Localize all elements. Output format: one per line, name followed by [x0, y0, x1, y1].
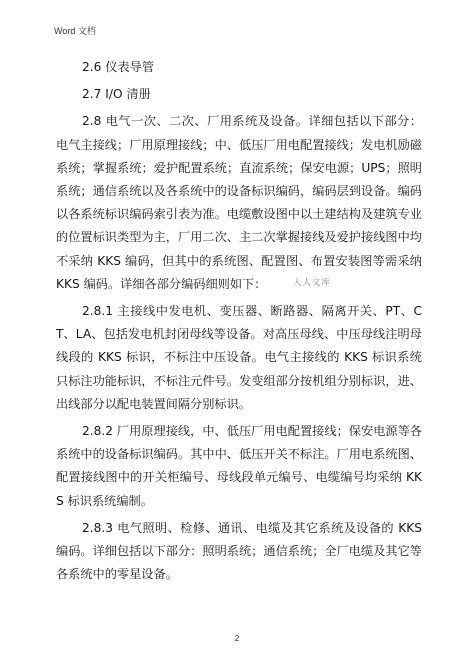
section-2-8-1-paragraph: 2.8.1 主接线中发电机、变压器、断路器、隔离开关、PT、CT、LA、包括发电机封闭母线等设备。对高压母线、中压母线注明母线段的 KKS 标识，不标注中压设备。电气主接线的 KKS 标识系统只标注功能标识，不标注元件号。发变组部分按机组分别标识，进、出线部分以配电装置间隔分别标识。 [56, 304, 422, 411]
section-2-7-heading: 2.7 I/O 清册 [82, 87, 151, 102]
section-2-8-2-paragraph: 2.8.2 厂用原理接线，中、低压厂用电配置接线；保安电源等各系统中的设备标识编码。其中中、低压开关不标注。厂用电系统图、配置接线图中的开关柜编号、母线段单元编号、电缆编号均采纳 KKS 标识系统编制。 [56, 424, 422, 508]
section-2-8-paragraph: 2.8 电气一次、二次、厂用系统及设备。详细包括以下部分：电气主接线；厂用原理接线；中、低压厂用电配置接线；发电机励磁系统；掌握系统；爱护配置系统；直流系统；保安电源；UPS；照明系统；通信系统以及各系统中的设备标识编码，编码层到设备。编码以各系统标识编码索引表为准。电缆敷设图中以土建结构及建筑专业的位置标识类型为主，厂用二次、主二次掌握接线及爱护接线图中均不采纳 KKS 编码，但其中的系统图、配置图、布置安装图等需采纳 KKS 编码。详细各部分编码细则如下： [56, 114, 422, 291]
section-2-8-3-paragraph: 2.8.3 电气照明、检修、通讯、电缆及其它系统及设备的 KKS 编码。详细包括以下部分：照明系统；通信系统；全厂电缆及其它等各系统中的零星设备。 [56, 520, 422, 582]
watermark-text: 人人文库 [293, 278, 332, 288]
document-body [56, 56, 422, 590]
section-2-6-heading: 2.6 仪表导管 [82, 60, 155, 74]
document-header: Word 文档 [54, 26, 96, 36]
page-number: 2 [234, 634, 240, 643]
